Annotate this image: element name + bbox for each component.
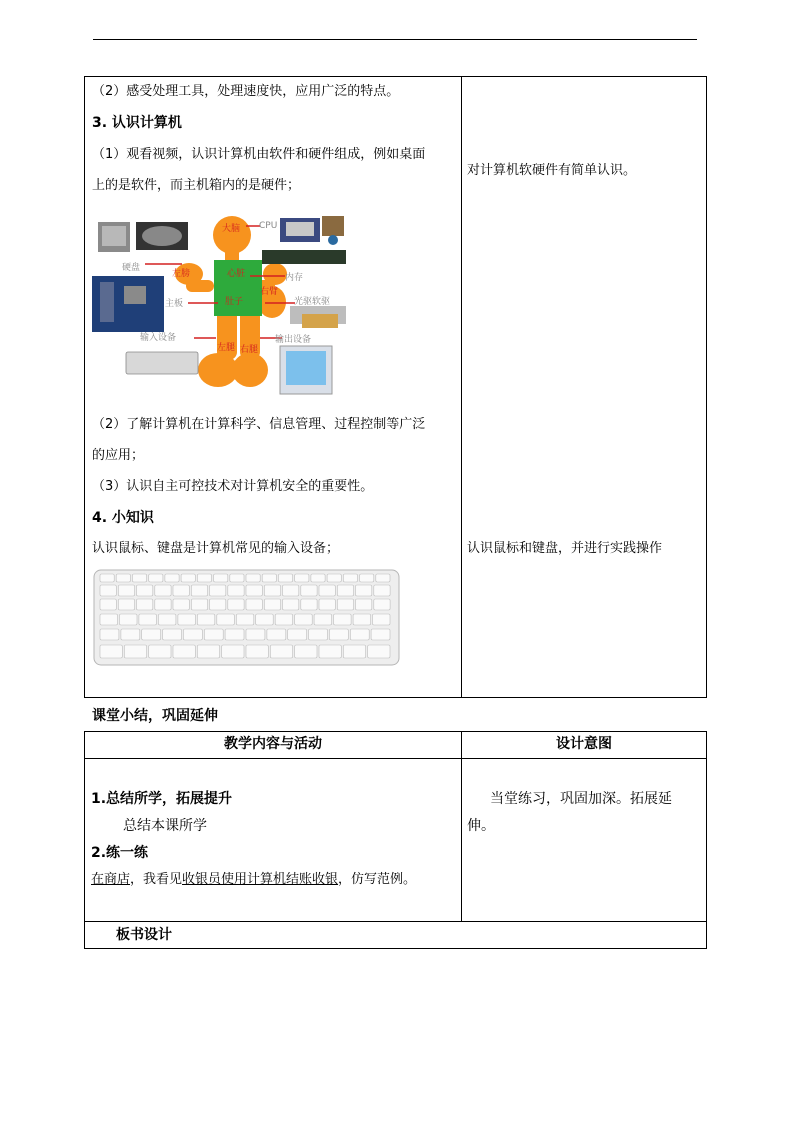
label-heart: 心脏 bbox=[227, 269, 246, 279]
keyboard-key bbox=[283, 585, 299, 596]
item-4-1: 认识鼠标、键盘是计算机常见的输入设备； bbox=[92, 541, 340, 556]
s2-text bbox=[91, 872, 416, 888]
s2-text-scene: 收银员使用计算机结账收银 bbox=[182, 872, 339, 887]
keyboard-key bbox=[142, 629, 161, 640]
keyboard-key bbox=[132, 574, 146, 582]
label-right-leg: 右腿 bbox=[240, 345, 259, 355]
keyboard-key bbox=[173, 585, 189, 596]
keyboard-key bbox=[173, 599, 189, 610]
item-3-1-line1: （1）观看视频，认识计算机由软件和硬件组成，例如桌面 bbox=[92, 147, 426, 162]
keyboard-key bbox=[343, 574, 357, 582]
section-title: 课堂小结，巩固延伸 bbox=[92, 708, 218, 724]
keyboard-key bbox=[264, 599, 280, 610]
label-input: 输入设备 bbox=[140, 333, 177, 343]
keyboard-key bbox=[314, 614, 332, 625]
keyboard-key bbox=[217, 614, 235, 625]
keyboard-key bbox=[139, 614, 157, 625]
body-cell-content bbox=[84, 758, 462, 922]
keyboard-key bbox=[374, 585, 390, 596]
label-optical: 光驱软驱 bbox=[294, 297, 331, 307]
keyboard-key bbox=[246, 574, 260, 582]
keyboard-key bbox=[100, 585, 116, 596]
keyboard-key bbox=[120, 614, 138, 625]
keyboard-image bbox=[126, 352, 198, 374]
keyboard-key bbox=[356, 585, 372, 596]
keyboard-key bbox=[288, 629, 307, 640]
keyboard-key bbox=[197, 614, 215, 625]
keyboard-photo bbox=[93, 569, 400, 666]
keyboard-key bbox=[334, 614, 352, 625]
board-design-cell bbox=[84, 921, 707, 949]
optical-drive-images bbox=[290, 306, 346, 328]
keyboard-key bbox=[165, 574, 179, 582]
item-3-3: （3）认识自主可控技术对计算机安全的重要性。 bbox=[92, 479, 374, 494]
right-note-2: 认识鼠标和键盘，并进行实践操作 bbox=[467, 541, 663, 556]
keyboard-key bbox=[210, 599, 226, 610]
label-mainboard: 主板 bbox=[165, 299, 184, 309]
keyboard-key bbox=[118, 599, 134, 610]
item-3-2-line2: 的应用； bbox=[92, 448, 145, 463]
s2-text-mid: ，我看见 bbox=[130, 872, 183, 887]
mainboard-image bbox=[92, 276, 164, 332]
keyboard-key bbox=[137, 585, 153, 596]
s2-heading: 2.练一练 bbox=[91, 845, 149, 861]
body-cell-intent bbox=[461, 758, 707, 922]
keyboard-key bbox=[283, 599, 299, 610]
keyboard-key bbox=[116, 574, 130, 582]
keyboard-key bbox=[222, 645, 244, 658]
keyboard-key bbox=[197, 645, 219, 658]
keyboard-key bbox=[225, 629, 244, 640]
intent-line1: 当堂练习，巩固加深。拓展延 bbox=[490, 791, 672, 807]
keyboard-key bbox=[183, 629, 202, 640]
keyboard-key bbox=[158, 614, 176, 625]
keyboard-key bbox=[210, 585, 226, 596]
keyboard-key bbox=[163, 629, 182, 640]
keyboard-key bbox=[295, 614, 313, 625]
board-design-label: 板书设计 bbox=[116, 927, 172, 943]
heading-3: 3. 认识计算机 bbox=[92, 115, 182, 131]
keyboard-key bbox=[337, 585, 353, 596]
label-brain: 大脑 bbox=[222, 224, 241, 234]
label-cpu: CPU bbox=[259, 221, 278, 231]
keyboard-key bbox=[246, 645, 268, 658]
keyboard-key bbox=[329, 629, 348, 640]
keyboard-key bbox=[178, 614, 196, 625]
keyboard-key bbox=[337, 599, 353, 610]
keyboard-key bbox=[311, 574, 325, 582]
s2-text-place: 在商店 bbox=[91, 872, 131, 887]
keyboard-key bbox=[124, 645, 146, 658]
keyboard-key bbox=[309, 629, 328, 640]
keyboard-key bbox=[236, 614, 254, 625]
keyboard-key bbox=[137, 599, 153, 610]
keyboard-key bbox=[149, 574, 163, 582]
keyboard-key bbox=[371, 629, 390, 640]
keyboard-key bbox=[246, 585, 262, 596]
memory-image bbox=[262, 250, 346, 264]
keyboard-key bbox=[267, 629, 286, 640]
keyboard-key bbox=[275, 614, 293, 625]
keyboard-key bbox=[230, 574, 244, 582]
keyboard-key bbox=[295, 574, 309, 582]
keyboard-key bbox=[121, 629, 140, 640]
harddisk-images bbox=[98, 222, 188, 252]
item-3-1-line2: 上的是软件，而主机箱内的是硬件； bbox=[92, 178, 301, 193]
s1-text: 总结本课所学 bbox=[123, 818, 207, 834]
keyboard-key bbox=[100, 629, 119, 640]
label-left-arm: 左膀 bbox=[172, 269, 191, 279]
item-2-2: （2）感受处理工具，处理速度快，应用广泛的特点。 bbox=[92, 84, 400, 99]
keyboard-key bbox=[246, 629, 265, 640]
col-header-content: 教学内容与活动 bbox=[224, 736, 322, 752]
keyboard-key bbox=[270, 645, 292, 658]
keyboard-key bbox=[118, 585, 134, 596]
keyboard-key bbox=[262, 574, 276, 582]
keyboard-key bbox=[343, 645, 365, 658]
s2-text-end: ，仿写范例。 bbox=[338, 872, 417, 887]
heading-4: 4. 小知识 bbox=[92, 510, 154, 526]
keyboard-key bbox=[100, 599, 116, 610]
right-note-1: 对计算机软硬件有简单认识。 bbox=[467, 163, 637, 178]
keyboard-key bbox=[360, 574, 374, 582]
header-rule bbox=[93, 39, 697, 40]
keyboard-key bbox=[246, 599, 262, 610]
keyboard-key bbox=[319, 645, 341, 658]
keyboard-key bbox=[155, 599, 171, 610]
label-belly: 肚子 bbox=[225, 297, 244, 307]
keyboard-key bbox=[100, 645, 122, 658]
keyboard-key bbox=[256, 614, 274, 625]
cpu-images bbox=[280, 216, 344, 245]
keyboard-key bbox=[295, 645, 317, 658]
keyboard-key bbox=[173, 645, 195, 658]
keyboard-key bbox=[278, 574, 292, 582]
keyboard-key bbox=[228, 599, 244, 610]
keyboard-key bbox=[191, 599, 207, 610]
keyboard-key bbox=[228, 585, 244, 596]
keyboard-key bbox=[376, 574, 390, 582]
label-output: 输出设备 bbox=[275, 335, 312, 345]
keyboard-key bbox=[368, 645, 390, 658]
col-header-intent: 设计意图 bbox=[556, 736, 612, 752]
label-right-arm: 右臂 bbox=[260, 287, 279, 297]
keyboard-key bbox=[155, 585, 171, 596]
keyboard-key bbox=[264, 585, 280, 596]
keyboard-key bbox=[100, 614, 118, 625]
keyboard-key bbox=[373, 614, 391, 625]
keyboard-key bbox=[374, 599, 390, 610]
keyboard-key bbox=[181, 574, 195, 582]
keyboard-key bbox=[100, 574, 114, 582]
label-harddisk: 硬盘 bbox=[122, 263, 141, 273]
label-left-leg: 左腿 bbox=[217, 343, 236, 353]
s1-heading: 1.总结所学，拓展提升 bbox=[91, 791, 233, 807]
keyboard-key bbox=[214, 574, 228, 582]
item-3-2-line1: （2）了解计算机在计算科学、信息管理、过程控制等广泛 bbox=[92, 417, 426, 432]
keyboard-key bbox=[149, 645, 171, 658]
keyboard-key bbox=[327, 574, 341, 582]
keyboard-key bbox=[301, 599, 317, 610]
label-memory: 内存 bbox=[285, 273, 304, 283]
intent-line2: 伸。 bbox=[467, 818, 495, 834]
keyboard-key bbox=[197, 574, 211, 582]
keyboard-key bbox=[301, 585, 317, 596]
keyboard-key bbox=[204, 629, 223, 640]
keyboard-key bbox=[356, 599, 372, 610]
keyboard-key bbox=[353, 614, 371, 625]
keyboard-key bbox=[191, 585, 207, 596]
keyboard-key bbox=[319, 599, 335, 610]
keyboard-key bbox=[350, 629, 369, 640]
monitor-image bbox=[280, 346, 332, 394]
keyboard-key bbox=[319, 585, 335, 596]
computer-anatomy-diagram bbox=[90, 210, 356, 398]
